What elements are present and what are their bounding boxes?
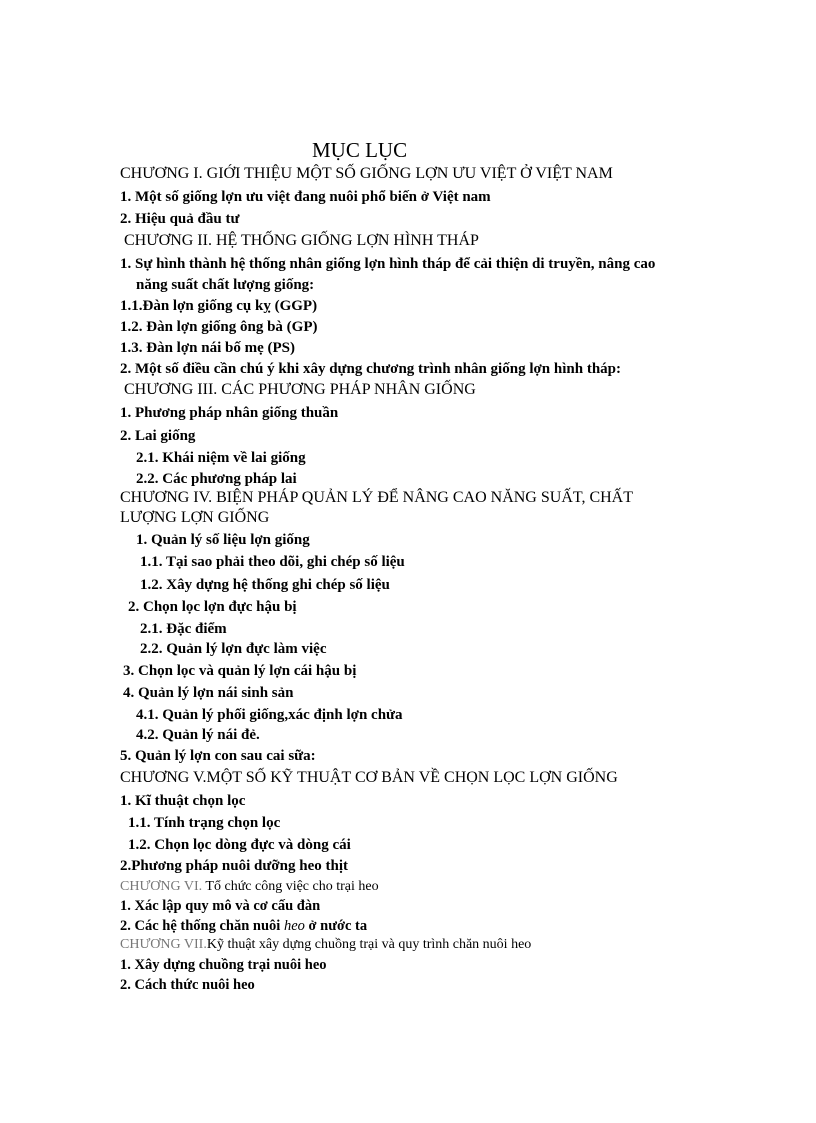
toc-item-4-2: 2. Chọn lọc lợn đực hậu bị — [128, 599, 297, 615]
toc-item-5-1-2: 1.2. Chọn lọc dòng đực và dòng cái — [128, 837, 351, 853]
toc-item-4-4: 4. Quản lý lợn nái sinh sản — [123, 685, 294, 701]
toc-item-4-5: 5. Quản lý lợn con sau cai sữa: — [120, 748, 316, 764]
toc-chapter-4-line-2: LƯỢNG LỢN GIỐNG — [120, 509, 270, 526]
toc-item-4-4-1: 4.1. Quản lý phối giống,xác định lợn chửa — [136, 707, 403, 723]
toc-item-6-2-pre: 2. Các hệ thống chăn nuôi — [120, 918, 284, 934]
toc-item-7-1: 1. Xây dựng chuồng trại nuôi heo — [120, 957, 327, 973]
toc-item-2-1a: 1. Sự hình thành hệ thống nhân giống lợn hình tháp để cải thiện di truyền, nâng cao — [120, 256, 656, 272]
toc-item-3-2-1: 2.1. Khái niệm về lai giống — [136, 450, 306, 466]
toc-item-4-4-2: 4.2. Quản lý nái đẻ. — [136, 727, 260, 743]
toc-item-5-1: 1. Kĩ thuật chọn lọc — [120, 793, 246, 809]
toc-chapter-7 — [120, 936, 531, 954]
toc-item-1-1: 1. Một số giống lợn ưu việt đang nuôi phổ biến ở Việt nam — [120, 189, 491, 205]
toc-item-6-2-post: ở nước ta — [304, 918, 368, 934]
toc-item-2-1-2: 1.2. Đàn lợn giống ông bà (GP) — [120, 319, 318, 335]
toc-item-7-2: 2. Cách thức nuôi heo — [120, 977, 255, 993]
toc-item-4-1-2: 1.2. Xây dựng hệ thống ghi chép số liệu — [140, 577, 390, 593]
toc-chapter-2: CHƯƠNG II. HỆ THỐNG GIỐNG LỢN HÌNH THÁP — [124, 232, 479, 249]
toc-chapter-6-prefix: CHƯƠNG VI. — [120, 879, 206, 894]
toc-item-3-2-2: 2.2. Các phương pháp lai — [136, 471, 297, 487]
toc-item-3-2: 2. Lai giống — [120, 428, 196, 444]
toc-item-3-1: 1. Phương pháp nhân giống thuần — [120, 405, 339, 421]
toc-item-2-1-3: 1.3. Đàn lợn nái bố mẹ (PS) — [120, 340, 295, 356]
toc-item-2-1-1: 1.1.Đàn lợn giống cụ kỵ (GGP) — [120, 298, 318, 314]
toc-item-4-1: 1. Quản lý số liệu lợn giống — [136, 532, 310, 548]
toc-chapter-6-text: Tổ chức công việc cho trại heo — [205, 879, 379, 894]
toc-item-6-2 — [120, 917, 367, 935]
toc-item-6-2-italic: heo — [283, 918, 305, 934]
page-title: MỤC LỤC — [312, 138, 408, 162]
toc-item-4-2-2: 2.2. Quản lý lợn đực làm việc — [140, 641, 327, 657]
toc-item-1-2: 2. Hiệu quả đầu tư — [120, 211, 240, 227]
toc-item-2-1b: năng suất chất lượng giống: — [136, 277, 315, 293]
toc-item-2-2: 2. Một số điều cần chú ý khi xây dựng chương trình nhân giống lợn hình tháp: — [120, 361, 622, 377]
toc-item-4-1-1: 1.1. Tại sao phải theo dõi, ghi chép số liệu — [140, 554, 405, 570]
toc-chapter-6 — [120, 878, 379, 896]
toc-item-6-1: 1. Xác lập quy mô và cơ cấu đàn — [120, 898, 321, 914]
toc-chapter-1: CHƯƠNG I. GIỚI THIỆU MỘT SỐ GIỐNG LỢN ƯU VIỆT Ở VIỆT NAM — [120, 165, 613, 182]
toc-chapter-7-prefix: CHƯƠNG VII. — [120, 937, 207, 952]
toc-item-4-3: 3. Chọn lọc và quản lý lợn cái hậu bị — [123, 663, 357, 679]
toc-item-5-1-1: 1.1. Tính trạng chọn lọc — [128, 815, 281, 831]
toc-chapter-3: CHƯƠNG III. CÁC PHƯƠNG PHÁP NHÂN GIỐNG — [124, 381, 476, 398]
toc-chapter-5: CHƯƠNG V.MỘT SỐ KỸ THUẬT CƠ BẢN VỀ CHỌN LỌC LỢN GIỐNG — [120, 769, 618, 786]
toc-chapter-7-text: Kỹ thuật xây dựng chuồng trại và quy trình chăn nuôi heo — [206, 937, 532, 952]
toc-chapter-4-line-1: CHƯƠNG IV. BIỆN PHÁP QUẢN LÝ ĐỂ NÂNG CAO NĂNG SUẤT, CHẤT — [120, 489, 634, 506]
toc-item-4-2-1: 2.1. Đặc điểm — [140, 621, 227, 637]
toc-item-5-2: 2.Phương pháp nuôi dưỡng heo thịt — [120, 858, 349, 874]
